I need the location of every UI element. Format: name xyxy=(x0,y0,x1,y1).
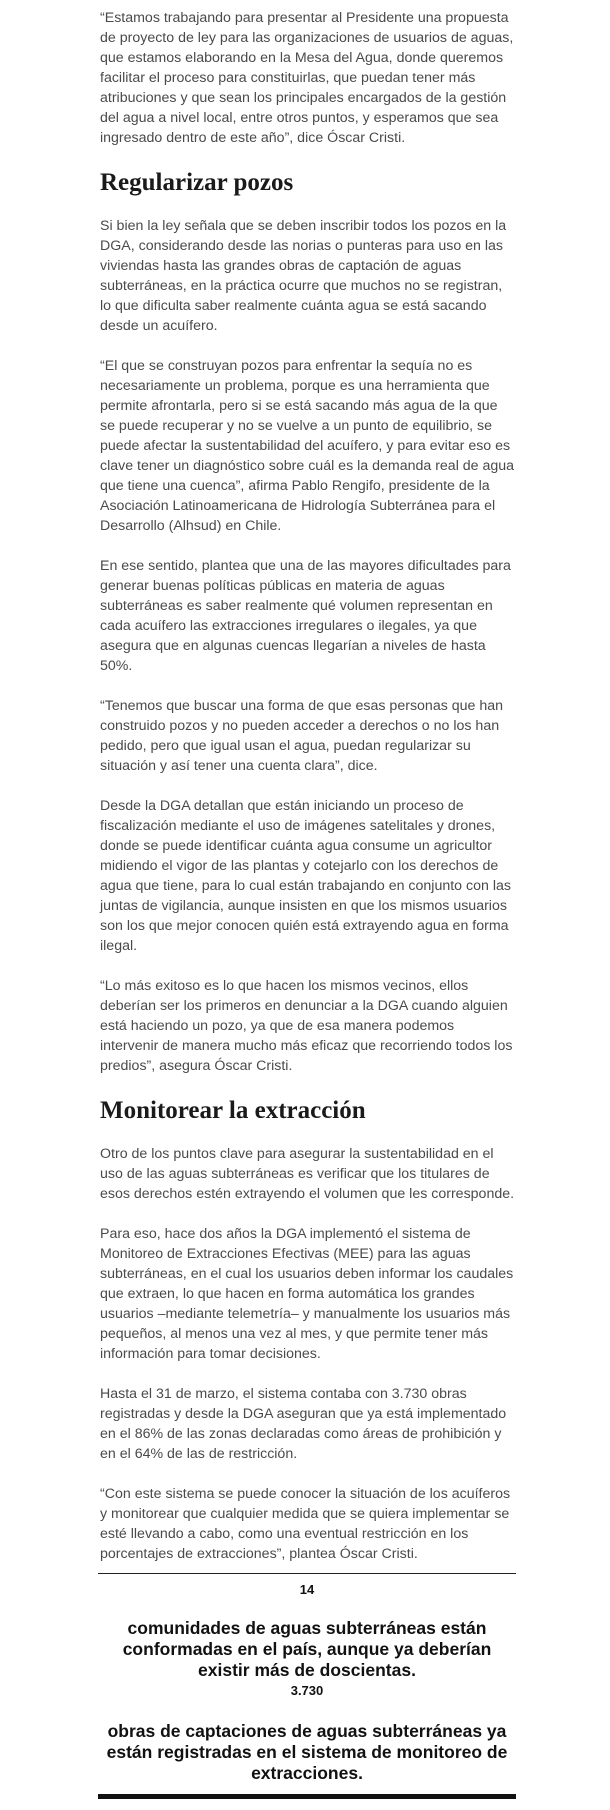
stat-number: 3.730 xyxy=(290,1683,324,1698)
article-body xyxy=(100,0,516,1584)
paragraph: Desde la DGA detallan que están iniciando un proceso de fiscalización mediante el uso de imágenes satelitales y drones, donde se puede identificar cuánta agua consume un agricultor midiendo el vigor de las plantas y cotejarlo con los derechos de agua que tiene, para lo cual están trabajando en conjunto con las juntas de vigilancia, aunque insisten en que los mismos usuarios son los que mejor conocen quién está extrayendo agua en forma ilegal. xyxy=(100,798,511,954)
stats-bottom-rule xyxy=(98,1794,516,1799)
paragraph: En ese sentido, plantea que una de las mayores dificultades para generar buenas políticas públicas en materia de aguas subterráneas es saber realmente qué volumen representan en cada acuífero las extracciones irregulares o ilegales, ya que asegura que en algunas cuencas llegarían a niveles de hasta 50%. xyxy=(100,558,511,674)
paragraph: Otro de los puntos clave para asegurar la sustentabilidad en el uso de las aguas subterráneas es verificar que los titulares de esos derechos estén extrayendo el volumen que les corresponde. xyxy=(100,1146,515,1202)
paragraph: “Con este sistema se puede conocer la situación de los acuíferos y monitorear que cualquier medida que se quiera implementar se esté llevando a cabo, como una eventual restricción en los porcentajes de extracciones”, plantea Óscar Cristi. xyxy=(100,1486,511,1562)
section-heading-regularizar-pozos: Regularizar pozos xyxy=(100,169,294,196)
stat-number: 14 xyxy=(299,1582,315,1597)
paragraph: Si bien la ley señala que se deben inscribir todos los pozos en la DGA, considerando desde las norias o punteras para uso en las viviendas hasta las grandes obras de captación de aguas subterráneas, en la práctica ocurre que muchos no se registran, lo que dificulta saber realmente cuánta agua se está sacando desde un acuífero. xyxy=(100,218,507,334)
paragraph: “Estamos trabajando para presentar al Presidente una propuesta de proyecto de ley para las organizaciones de usuarios de aguas, que estamos elaborando en la Mesa del Agua, donde queremos facilitar el proceso para constituirlas, que puedan tener más atribuciones y que sean los principales encargados de la gestión del agua a nivel local, entre otros puntos, y esperamos que sea ingresado dentro de este año”, dice Óscar Cristi. xyxy=(100,10,514,146)
section-heading-monitorear-extraccion: Monitorear la extracción xyxy=(100,1097,366,1124)
stats-top-rule xyxy=(98,1573,516,1574)
paragraph: “El que se construyan pozos para enfrentar la sequía no es necesariamente un problema, porque es una herramienta que permite afrontarla, pero si se está sacando más agua de la que se puede recuperar y no se vuelve a un punto de equilibrio, se puede afectar la sustentabilidad del acuífero, y para evitar eso es clave tener un diagnóstico sobre cuál es la demanda real de agua que tiene una cuenca”, afirma Pablo Rengifo, presidente de la Asociación Latinoamericana de Hidrología Subterránea para el Desarrollo (Alhsud) en Chile. xyxy=(100,358,515,534)
paragraph: Para eso, hace dos años la DGA implementó el sistema de Monitoreo de Extracciones Efectivas (MEE) para las aguas subterráneas, en el cual los usuarios deben informar los caudales que extraen, lo que hacen en forma automática los grandes usuarios –mediante telemetría– y manualmente los usuarios más pequeños, al menos una vez al mes, y que permite tener más información para tomar decisiones. xyxy=(100,1226,514,1362)
paragraph: “Lo más exitoso es lo que hacen los mismos vecinos, ellos deberían ser los primeros en denunciar a la DGA cuando alguien está haciendo un pozo, ya que de esa manera podemos intervenir de manera mucho más eficaz que recorriendo todos los predios”, asegura Óscar Cristi. xyxy=(100,978,513,1074)
paragraph: Hasta el 31 de marzo, el sistema contaba con 3.730 obras registradas y desde la DGA aseguran que ya está implementado en el 86% de las zonas declaradas como áreas de prohibición y en el 64% de las de restricción. xyxy=(100,1386,507,1462)
stats-box xyxy=(98,1573,516,1799)
stat-text: comunidades de aguas subterráneas están conformadas en el país, aunque ya deberían existir más de doscientas. xyxy=(122,1618,492,1680)
stat-text: obras de captaciones de aguas subterráneas ya están registradas en el sistema de monitoreo de extracciones. xyxy=(106,1721,508,1783)
paragraph: “Tenemos que buscar una forma de que esas personas que han construido pozos y no pueden acceder a derechos o no los han pedido, pero que igual usan el agua, puedan regularizar su situación y así tener una cuenta clara”, dice. xyxy=(100,698,504,774)
